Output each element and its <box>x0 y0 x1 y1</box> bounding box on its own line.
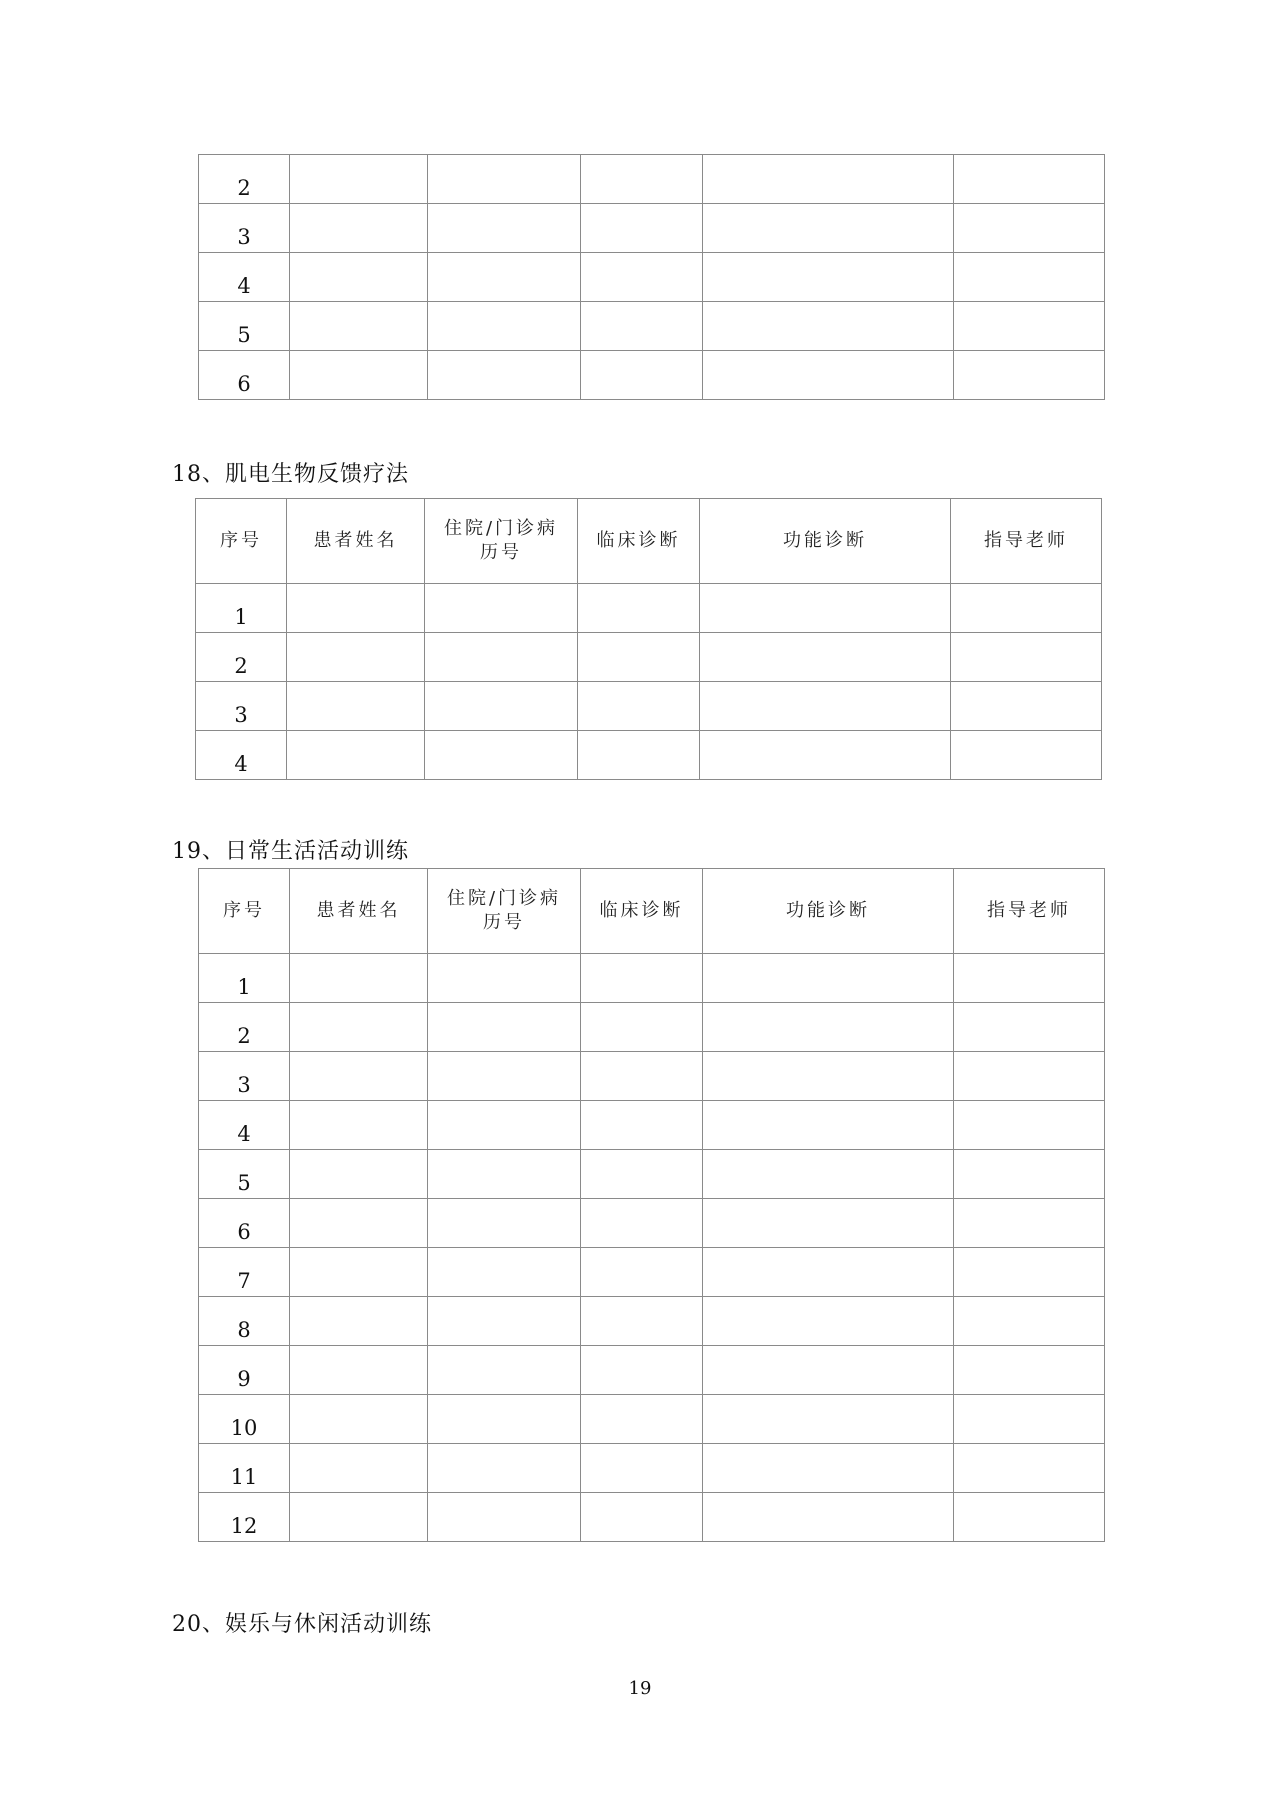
cell-instructor[interactable] <box>951 731 1102 780</box>
cell-functional-diagnosis[interactable] <box>703 1395 954 1444</box>
cell-record-number[interactable] <box>428 1248 581 1297</box>
cell-index: 4 <box>199 1101 290 1150</box>
cell-record-number[interactable] <box>428 1493 581 1542</box>
table-row <box>199 204 1105 253</box>
cell-instructor[interactable] <box>954 351 1105 400</box>
cell-patient-name[interactable] <box>290 1493 428 1542</box>
cell-record-number[interactable] <box>428 1199 581 1248</box>
cell-instructor[interactable] <box>954 1297 1105 1346</box>
table-row <box>199 1248 1105 1297</box>
table-section-18 <box>195 498 1102 780</box>
cell-index: 3 <box>199 204 290 253</box>
cell-instructor[interactable] <box>951 633 1102 682</box>
page-number: 19 <box>628 1678 652 1699</box>
header-patient-name: 患者姓名 <box>290 869 428 954</box>
cell-clinical-diagnosis[interactable] <box>581 1003 703 1052</box>
cell-functional-diagnosis[interactable] <box>700 731 951 780</box>
cell-instructor[interactable] <box>954 1150 1105 1199</box>
cell-clinical-diagnosis[interactable] <box>581 155 703 204</box>
cell-functional-diagnosis[interactable] <box>703 1444 954 1493</box>
cell-functional-diagnosis[interactable] <box>703 253 954 302</box>
header-clinical-diagnosis: 临床诊断 <box>581 869 703 954</box>
cell-functional-diagnosis[interactable] <box>703 351 954 400</box>
cell-patient-name[interactable] <box>290 1101 428 1150</box>
table-row <box>196 731 1102 780</box>
cell-instructor[interactable] <box>954 1052 1105 1101</box>
cell-functional-diagnosis[interactable] <box>703 1248 954 1297</box>
cell-functional-diagnosis[interactable] <box>703 1199 954 1248</box>
section-20-title: 20、娱乐与休闲活动训练 <box>172 1612 432 1637</box>
cell-patient-name[interactable] <box>290 204 428 253</box>
cell-clinical-diagnosis[interactable] <box>581 954 703 1003</box>
table-row <box>199 1346 1105 1395</box>
cell-clinical-diagnosis[interactable] <box>581 1248 703 1297</box>
cell-functional-diagnosis[interactable] <box>703 1052 954 1101</box>
cell-instructor[interactable] <box>951 584 1102 633</box>
header-functional-diagnosis: 功能诊断 <box>700 499 951 584</box>
cell-index: 4 <box>199 253 290 302</box>
cell-record-number[interactable] <box>428 155 581 204</box>
cell-instructor[interactable] <box>951 682 1102 731</box>
cell-index: 1 <box>199 954 290 1003</box>
cell-patient-name[interactable] <box>290 1199 428 1248</box>
header-patient-name: 患者姓名 <box>287 499 425 584</box>
cell-index: 9 <box>199 1346 290 1395</box>
header-record-number: 住院/门诊病历号 <box>425 499 578 584</box>
cell-index: 5 <box>199 1150 290 1199</box>
cell-index: 10 <box>199 1395 290 1444</box>
cell-patient-name[interactable] <box>290 1395 428 1444</box>
cell-index: 12 <box>199 1493 290 1542</box>
cell-instructor[interactable] <box>954 1199 1105 1248</box>
header-instructor: 指导老师 <box>951 499 1102 584</box>
cell-record-number[interactable] <box>425 731 578 780</box>
header-instructor: 指导老师 <box>954 869 1105 954</box>
cell-instructor[interactable] <box>954 1444 1105 1493</box>
cell-patient-name[interactable] <box>290 253 428 302</box>
section-18-title: 18、肌电生物反馈疗法 <box>172 462 409 487</box>
table-row <box>199 954 1105 1003</box>
cell-index: 6 <box>199 351 290 400</box>
table-row <box>199 253 1105 302</box>
cell-functional-diagnosis[interactable] <box>703 1346 954 1395</box>
cell-clinical-diagnosis[interactable] <box>578 731 700 780</box>
header-index: 序号 <box>196 499 287 584</box>
cell-clinical-diagnosis[interactable] <box>581 1101 703 1150</box>
cell-functional-diagnosis[interactable] <box>703 1003 954 1052</box>
cell-index: 6 <box>199 1199 290 1248</box>
cell-patient-name[interactable] <box>290 1052 428 1101</box>
cell-functional-diagnosis[interactable] <box>700 633 951 682</box>
header-index: 序号 <box>199 869 290 954</box>
table-row <box>199 1052 1105 1101</box>
cell-instructor[interactable] <box>954 954 1105 1003</box>
cell-record-number[interactable] <box>425 633 578 682</box>
table-row <box>199 1444 1105 1493</box>
table-header-row <box>199 869 1105 954</box>
cell-index: 3 <box>196 682 287 731</box>
cell-clinical-diagnosis[interactable] <box>581 1444 703 1493</box>
table-row <box>199 1297 1105 1346</box>
cell-functional-diagnosis[interactable] <box>700 682 951 731</box>
cell-record-number[interactable] <box>425 682 578 731</box>
cell-functional-diagnosis[interactable] <box>703 155 954 204</box>
cell-index: 2 <box>199 155 290 204</box>
cell-index: 2 <box>199 1003 290 1052</box>
table-row <box>199 302 1105 351</box>
table-row <box>199 1395 1105 1444</box>
cell-patient-name[interactable] <box>287 633 425 682</box>
table-row <box>199 351 1105 400</box>
cell-patient-name[interactable] <box>290 1346 428 1395</box>
cell-record-number[interactable] <box>428 1003 581 1052</box>
cell-index: 11 <box>199 1444 290 1493</box>
cell-patient-name[interactable] <box>290 1248 428 1297</box>
cell-record-number[interactable] <box>428 302 581 351</box>
cell-record-number[interactable] <box>428 1297 581 1346</box>
cell-clinical-diagnosis[interactable] <box>581 253 703 302</box>
cell-record-number[interactable] <box>428 1346 581 1395</box>
cell-index: 3 <box>199 1052 290 1101</box>
header-functional-diagnosis: 功能诊断 <box>703 869 954 954</box>
cell-clinical-diagnosis[interactable] <box>581 302 703 351</box>
section-19-title: 19、日常生活活动训练 <box>172 839 409 864</box>
cell-record-number[interactable] <box>428 1395 581 1444</box>
cell-clinical-diagnosis[interactable] <box>581 1493 703 1542</box>
cell-functional-diagnosis[interactable] <box>703 1150 954 1199</box>
cell-instructor[interactable] <box>954 1248 1105 1297</box>
cell-functional-diagnosis[interactable] <box>703 1493 954 1542</box>
cell-record-number[interactable] <box>428 1150 581 1199</box>
cell-index: 4 <box>196 731 287 780</box>
cell-clinical-diagnosis[interactable] <box>581 1395 703 1444</box>
cell-record-number[interactable] <box>428 1101 581 1150</box>
cell-patient-name[interactable] <box>287 682 425 731</box>
table-section-19 <box>198 868 1105 1542</box>
cell-functional-diagnosis[interactable] <box>703 1297 954 1346</box>
cell-patient-name[interactable] <box>290 1444 428 1493</box>
cell-functional-diagnosis[interactable] <box>703 1101 954 1150</box>
cell-functional-diagnosis[interactable] <box>700 584 951 633</box>
cell-patient-name[interactable] <box>290 155 428 204</box>
cell-instructor[interactable] <box>954 1493 1105 1542</box>
table-row <box>196 633 1102 682</box>
cell-functional-diagnosis[interactable] <box>703 954 954 1003</box>
table-row <box>199 1101 1105 1150</box>
cell-index: 2 <box>196 633 287 682</box>
cell-instructor[interactable] <box>954 1101 1105 1150</box>
cell-patient-name[interactable] <box>290 351 428 400</box>
cell-patient-name[interactable] <box>290 1297 428 1346</box>
cell-patient-name[interactable] <box>287 584 425 633</box>
cell-index: 1 <box>196 584 287 633</box>
cell-patient-name[interactable] <box>287 731 425 780</box>
table-header-row <box>196 499 1102 584</box>
header-record-number: 住院/门诊病历号 <box>428 869 581 954</box>
cell-record-number[interactable] <box>428 1052 581 1101</box>
cell-index: 7 <box>199 1248 290 1297</box>
cell-index: 5 <box>199 302 290 351</box>
cell-record-number[interactable] <box>428 954 581 1003</box>
cell-record-number[interactable] <box>428 253 581 302</box>
cell-clinical-diagnosis[interactable] <box>581 351 703 400</box>
cell-instructor[interactable] <box>954 1395 1105 1444</box>
cell-clinical-diagnosis[interactable] <box>581 1052 703 1101</box>
cell-clinical-diagnosis[interactable] <box>581 1346 703 1395</box>
cell-patient-name[interactable] <box>290 302 428 351</box>
cell-instructor[interactable] <box>954 1003 1105 1052</box>
cell-index: 8 <box>199 1297 290 1346</box>
table-row <box>199 1003 1105 1052</box>
cell-clinical-diagnosis[interactable] <box>578 633 700 682</box>
cell-instructor[interactable] <box>954 302 1105 351</box>
cell-instructor[interactable] <box>954 253 1105 302</box>
cell-patient-name[interactable] <box>290 1150 428 1199</box>
cell-record-number[interactable] <box>425 584 578 633</box>
cell-instructor[interactable] <box>954 155 1105 204</box>
cell-clinical-diagnosis[interactable] <box>581 204 703 253</box>
cell-instructor[interactable] <box>954 1346 1105 1395</box>
table-row <box>196 682 1102 731</box>
cell-functional-diagnosis[interactable] <box>703 204 954 253</box>
table-row <box>199 1150 1105 1199</box>
table-row <box>199 1493 1105 1542</box>
cell-record-number[interactable] <box>428 1444 581 1493</box>
cell-clinical-diagnosis[interactable] <box>578 584 700 633</box>
cell-instructor[interactable] <box>954 204 1105 253</box>
cell-clinical-diagnosis[interactable] <box>581 1199 703 1248</box>
header-clinical-diagnosis: 临床诊断 <box>578 499 700 584</box>
cell-patient-name[interactable] <box>290 1003 428 1052</box>
cell-patient-name[interactable] <box>290 954 428 1003</box>
cell-functional-diagnosis[interactable] <box>703 302 954 351</box>
cell-clinical-diagnosis[interactable] <box>581 1150 703 1199</box>
table-row <box>196 584 1102 633</box>
cell-clinical-diagnosis[interactable] <box>581 1297 703 1346</box>
cell-record-number[interactable] <box>428 351 581 400</box>
cell-record-number[interactable] <box>428 204 581 253</box>
table-row <box>199 1199 1105 1248</box>
cell-clinical-diagnosis[interactable] <box>578 682 700 731</box>
table-continued <box>198 154 1105 400</box>
table-row <box>199 155 1105 204</box>
